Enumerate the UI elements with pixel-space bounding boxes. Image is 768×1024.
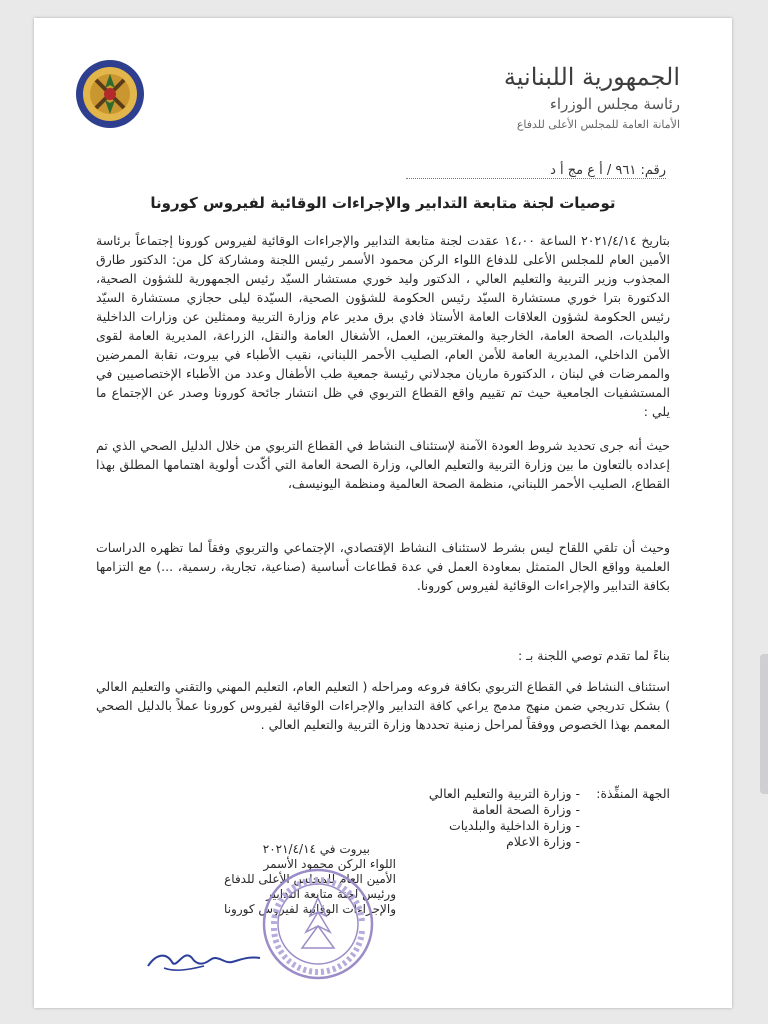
list-item: - وزارة الداخلية والبلديات: [448, 818, 580, 833]
list-item: - وزارة الصحة العامة: [472, 802, 580, 817]
place-date: بيروت في ٢٠٢١/٤/١٤: [262, 842, 370, 856]
letterhead-republic: الجمهورية اللبنانية: [503, 63, 680, 91]
scrollbar-handle[interactable]: [760, 654, 768, 794]
handwritten-signature-icon: [144, 936, 264, 976]
official-stamp-icon: [260, 866, 376, 982]
whereas-paragraph-2: وحيث أن تلقي اللقاح ليس بشرط لاستئناف النشاط الإقتصادي، الإجتماعي والتربوي وفقاً لما تظهره الدراسات العلمية وواقع الحال المتمثل بمعاودة العمل في عدة قطاعات أساسية (صناعية، تجارية، رسمية، ...) مع التزامها بكافة التدابير والإجراءات الوقائية لفيروس كورونا.: [96, 540, 670, 593]
intro-paragraph: بتاريخ ٢٠٢١/٤/١٤ الساعة ١٤،٠٠ عقدت لجنة متابعة التدابير والإجراءات الوقائية لفيروس كورونا إجتماعاً برئاسة الأمين العام للمجلس الأعلى للدفاع اللواء الركن محمود الأسمر رئيس اللجنة ومشاركة كل من: الدكتور طارق المجذوب وزير التربية والتعليم العالي ، الدكتور وليد خوري مستشار السيّد رئيس الجمهورية للشؤون الصحية، الدكتورة بترا خوري مستشارة السيّد رئيس الحكومة للشؤون الصحية، السيّدة ليلى حجازي مستشارة السيّد رئيس الحكومة لشؤون العلاقات العامة الأستاذ فادي برق مدير عام وزارة التربية وممثلين عن وزارات الداخلية والبلديات، الصحة العامة، الخارجية والمغتربين، العمل، الأشغال العامة والنقل، الزراعة، المديرية العامة لقوى الأمن الداخلي، المديرية العامة للأمن العام، الصليب الأحمر اللبناني، نقيب الأطباء في بيروت، نقابة الممرضين والممرضات في لبنان ، الدكتورة ماريان مجدلاني رئيسة جمعية طب الأطفال وعدد من الأطباء الإختصاصيين في المستشفيات الجامعية حيث تم تقييم واقع القطاع التربوي في ظل انتشار جائحة كورونا وصدر عن الإجتماع ما يلي :: [96, 233, 670, 419]
letterhead-presidency: رئاسة مجلس الوزراء: [549, 95, 680, 113]
executing-list: [380, 786, 580, 850]
list-item: - وزارة الاعلام: [506, 834, 580, 849]
signer-title-1: الأمين العام للمجلس الأعلى للدفاع: [224, 872, 396, 886]
reference-number: رقم: ٩٦١ / أ ع مج أ د: [406, 163, 666, 179]
signer-name: اللواء الركن محمود الأسمر: [263, 857, 396, 871]
letterhead: [380, 62, 680, 134]
list-item: - وزارة التربية والتعليم العالي: [428, 786, 580, 801]
military-emblem-icon: [74, 58, 146, 130]
recommendation-paragraph: استئناف النشاط في القطاع التربوي بكافة فروعه ومراحله ( التعليم العام، التعليم المهني والتقني والتعليم العالي ) بشكل تدريجي ضمن منهج مدمج يراعي كافة التدابير والإجراءات الوقائية لفيروس كورونا عملاً بالدليل الصحي المعمم بهذا الخصوص ووفقاً لمراحل زمنية تحددها وزارة التربية والتعليم العالي .: [96, 679, 670, 732]
executing-label: الجهة المنفِّذة:: [596, 786, 670, 801]
document-page: [34, 18, 732, 1008]
signer-title-2: ورئيس لجنة متابعة التدابير: [266, 887, 396, 901]
signer-title-3: والإجراءات الوقائية لفيروس كورونا: [224, 902, 396, 916]
document-title: توصيات لجنة متابعة التدابير والإجراءات الوقائية لفيروس كورونا: [150, 194, 616, 212]
letterhead-secretariat: الأمانة العامة للمجلس الأعلى للدفاع: [516, 118, 680, 131]
whereas-paragraph-1: حيث أنه جرى تحديد شروط العودة الآمنة لإستئناف النشاط في القطاع التربوي من خلال الدليل الصحي الذي تم إعداده بالتعاون ما بين وزارة التربية والتعليم العالي، وزارة الصحة العامة التي أكّدت أولوية اهتمامها المطلق بهذا القطاع، الصليب الأحمر اللبناني، منظمة الصحة العالمية ومنظمة اليونيسف،: [96, 438, 670, 491]
therefore-paragraph: بناءً لما تقدم توصي اللجنة بـ :: [517, 648, 670, 663]
